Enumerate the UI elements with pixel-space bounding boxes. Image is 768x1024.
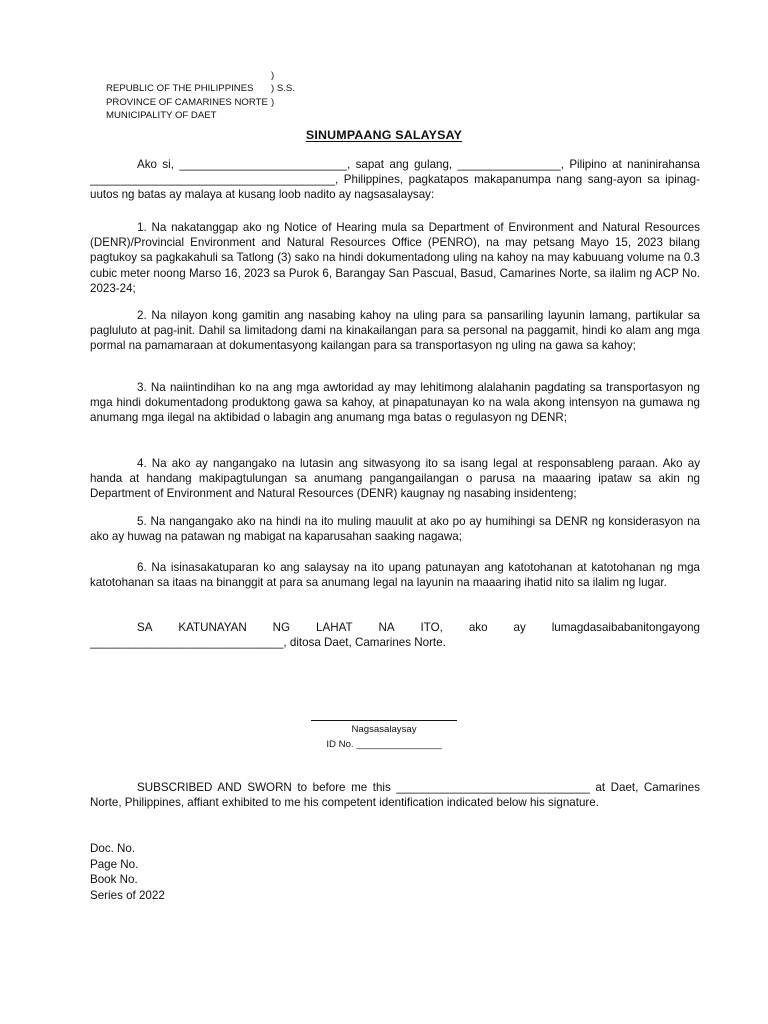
jurat-paragraph (90, 780, 700, 810)
witness-word: lumagdasaibabanitongayong (551, 621, 700, 634)
doc-no: Doc. No. (90, 842, 136, 855)
statement-text: 6. Na isinasakatuparan ko ang salaysay na ito upang patunayan ang katotohanan at katotohanan ng mga katotohanan sa itaas na binanggit at para sa anumang legal na layunin na maaaring ihatid nito sa ilalim ng lugar. (90, 561, 700, 590)
witness-word: SA (137, 621, 153, 634)
witness-line-1 (90, 620, 700, 635)
signature-line (311, 708, 457, 721)
statement-text: 1. Na nakatanggap ako ng Notice of Hearing mula sa Department of Environment and Natural Resources (DENR)/Provincial Environment and Natural Resources Office (PENRO), na may petsang Mayo 15, 2023 bilang pagtukoy sa pagkakahuli sa Tatlong (3) sako na hindi dokumentadong uling na kahoy na may kabuuang volume na 0.3 cubic meter noong Marso 16, 2023 sa Purok 6, Barangay San Pascual, Basud, Camarines Norte, sa ilalim ng ACP No. 2023-24; (90, 221, 700, 295)
witness-word: ay (513, 621, 526, 634)
statement-item-4 (90, 456, 700, 502)
jurat-text: SUBSCRIBED AND SWORN to before me this ______________________________ at Daet, Camarines Norte, Philippines, affiant exhibited to me his competent identification indicated below his signature. (90, 781, 700, 810)
caption-line-municipality (90, 96, 275, 121)
caption-paren: ) (271, 70, 275, 81)
statement-item-5 (90, 514, 700, 544)
caption-paren: ) (271, 96, 275, 108)
series-year: Series of 2022 (90, 888, 165, 902)
signature-label: Nagsasalaysay (351, 724, 417, 735)
witness-word: ako (468, 621, 488, 634)
statement-item-6 (90, 560, 700, 590)
witness-word: NA (378, 621, 395, 634)
caption-paren: ) S.S. (271, 83, 295, 95)
statement-text: 4. Na ako ay nangangako na lutasin ang sitwasyong ito sa isang legal at responsableng paraan. Ako ay handa at handang makipagtulungan sa anumang pangangailangan o parusa na maaaring ipataw sa akin ng Department of Environment and Natural Resources (DENR) kaugnay ng nasabing insidenteng; (90, 457, 700, 501)
statement-item-2 (90, 308, 700, 354)
caption-line-republic (90, 69, 275, 95)
venue-caption (90, 69, 295, 121)
id-number-line: ID No. ________________ (326, 739, 442, 750)
intro-text: Ako si, __________________________, sapat ang gulang, ________________, Pilipino at naninirahansa ______________________________________, Philippines, pagkatapos makapanumpa nang sang-ayon sa ipinag-uutos ng batas ay malaya at kusang loob nadito ay nagsasalaysay: (90, 158, 700, 202)
statement-item-1 (90, 220, 700, 296)
intro-paragraph (90, 157, 700, 203)
witness-word: KATUNAYAN (178, 621, 247, 634)
book-no: Book No. (90, 873, 138, 887)
caption-line-province (90, 82, 295, 108)
caption-text: MUNICIPALITY OF DAET (106, 109, 217, 121)
statement-item-3 (90, 380, 700, 426)
statement-text: 2. Na nilayon kong gamitin ang nasabing kahoy na uling para sa pansariling layunin lamang, partikular sa pagluluto at pag-init. Dahil sa limitadong dami na kinakailangan para sa personal na paggamit, hindi ko alam ang mga pormal na pamamaraan at dokumentasyong kailangan para sa transportasyon ng uling na gawa sa kahoy; (90, 309, 700, 353)
document-title: SINUMPAANG SALAYSAY (305, 128, 463, 142)
caption-text: PROVINCE OF CAMARINES NORTE (106, 96, 268, 108)
statement-text: 3. Na naiintindihan ko na ang mga awtoridad ay may lehitimong alalahanin pagdating sa transportasyon ng mga hindi dokumentadong produktong gawa sa kahoy, at pinapatunayan ko na wala akong intensyon na gumawa ng anumang mga ilegal na aktibidad o labagin ang anumang mga batas o regulasyon ng DENR; (90, 381, 700, 425)
witness-word: LAHAT (316, 621, 353, 634)
witness-word: ITO, (420, 621, 443, 634)
caption-text: REPUBLIC OF THE PHILIPPINES (106, 83, 254, 95)
witness-clause (90, 620, 700, 650)
notarial-register (90, 841, 165, 903)
witness-line-2: ______________________________, ditosa Daet, Camarines Norte. (90, 636, 446, 650)
page-no: Page No. (90, 857, 139, 871)
signature-block (0, 708, 768, 752)
statement-text: 5. Na nangangako ako na hindi na ito muling mauulit at ako po ay humihingi sa DENR ng konsiderasyon na ako ay huwag na patawan ng mabigat na kaparusahan saaking nagawa; (90, 515, 700, 544)
witness-word: NG (272, 621, 291, 634)
